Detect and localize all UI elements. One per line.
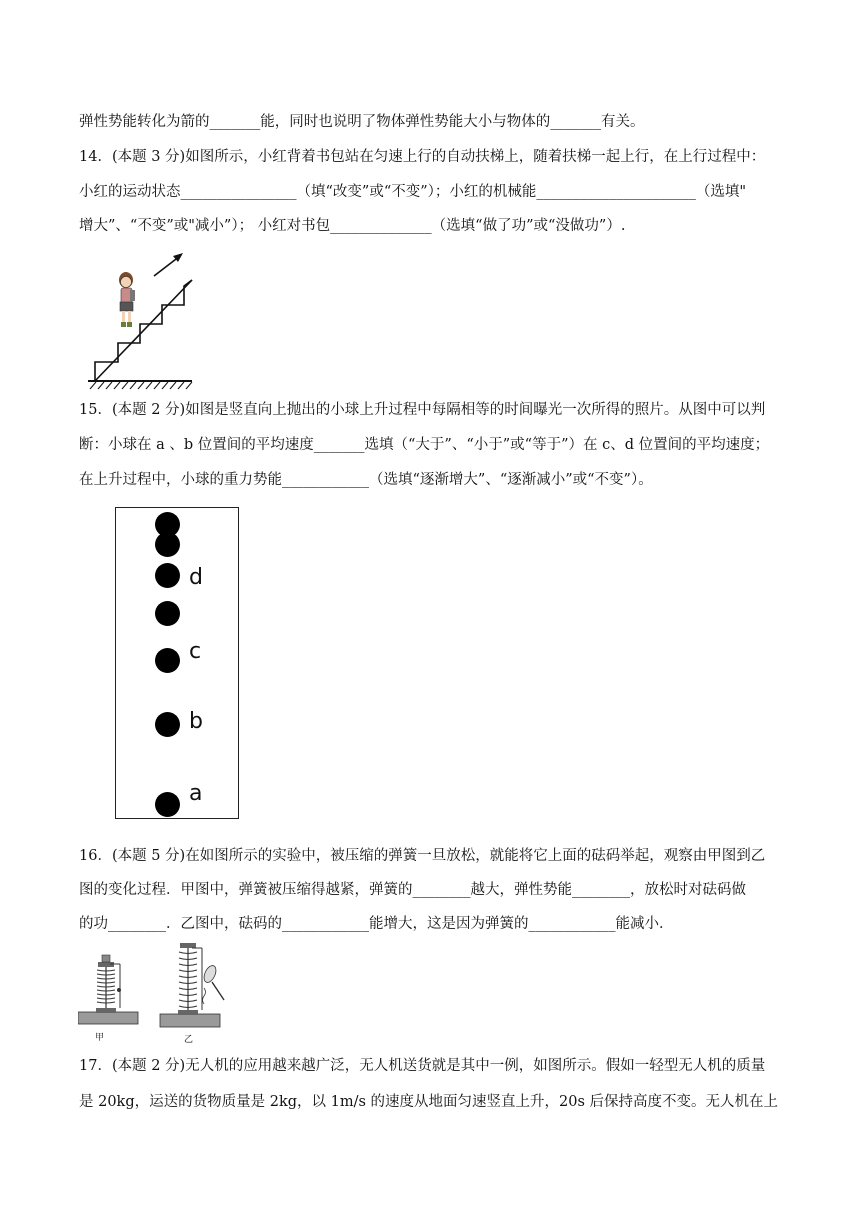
caption-jia: 甲 bbox=[95, 1033, 105, 1043]
question-16-line-3: 的功________．乙图中，砝码的____________能增大，这是因为弹簧的____________能减小． bbox=[79, 916, 674, 932]
text-line-1: 弹性势能转化为箭的_______能，同时也说明了物体弹性势能大小与物体的_______有关。 bbox=[79, 114, 645, 130]
ball-label-b: b bbox=[189, 709, 203, 734]
question-15-line-2: 断：小球在 a 、b 位置间的平均速度_______选填（“大于”、“小于”或“等于”）在 c、d 位置间的平均速度； bbox=[79, 437, 770, 453]
spring-figure-yi bbox=[158, 940, 230, 1032]
ball-label-d: d bbox=[189, 565, 203, 590]
question-17-line-2: 是 20kg，运送的货物质量是 2kg，以 1m/s 的速度从地面匀速竖直上升，20s 后保持高度不变。无人机在上 bbox=[79, 1094, 779, 1110]
escalator-figure bbox=[78, 236, 202, 392]
caption-yi: 乙 bbox=[184, 1035, 194, 1045]
question-16-line-1: 16．(本题 5 分)在如图所示的实验中，被压缩的弹簧一旦放松，就能将它上面的砝码举起，观察由甲图到乙 bbox=[79, 848, 766, 864]
ball-position bbox=[155, 792, 180, 817]
spring-figure-jia bbox=[78, 950, 144, 1030]
ball-label-c: c bbox=[189, 639, 202, 664]
question-15-line-3: 在上升过程中，小球的重力势能____________（选填“逐渐增大”、“逐渐减小”或“不变”）。 bbox=[79, 472, 653, 488]
ball-position bbox=[155, 532, 180, 557]
question-14-line-3: 增大”、“不变”或"减小”）； 小红对书包______________（选填“做了功”或“没做功”）. bbox=[79, 218, 626, 234]
ball-position bbox=[155, 712, 180, 737]
question-14-line-2: 小红的运动状态________________（填“改变”或“不变”）；小红的机械能______________________（选填" bbox=[79, 184, 747, 200]
ball-label-a: a bbox=[189, 781, 203, 806]
ball-exposure-figure bbox=[115, 507, 239, 819]
question-16-line-2: 图的变化过程．甲图中，弹簧被压缩得越紧，弹簧的________越大，弹性势能________，放松时对砝码做 bbox=[79, 882, 746, 898]
girl-icon bbox=[119, 272, 135, 327]
ball-position bbox=[155, 601, 180, 626]
question-15-line-1: 15．(本题 2 分)如图是竖直向上抛出的小球上升过程中每隔相等的时间曝光一次所得的照片。从图中可以判 bbox=[79, 402, 766, 418]
ball-position bbox=[155, 648, 180, 673]
ball-position bbox=[155, 563, 180, 588]
question-17-line-1: 17．(本题 2 分)无人机的应用越来越广泛，无人机送货就是其中一例，如图所示。假如一轻型无人机的质量 bbox=[79, 1058, 766, 1074]
question-14-line-1: 14．(本题 3 分)如图所示，小红背着书包站在匀速上行的自动扶梯上，随着扶梯一起上行，在上行过程中： bbox=[79, 149, 766, 165]
